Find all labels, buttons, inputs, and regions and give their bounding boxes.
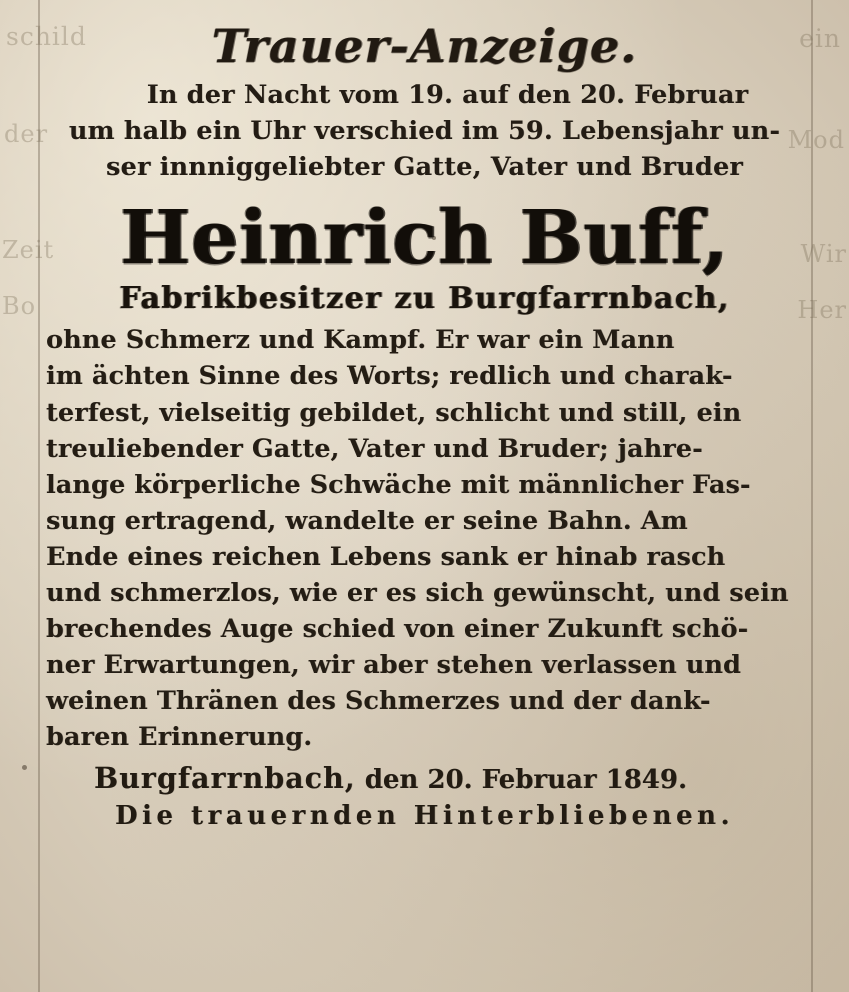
deceased-occupation: Fabrikbesitzer zu Burgfarrnbach, [119, 281, 730, 317]
intro-paragraph [46, 78, 803, 185]
body-line: Ende eines reichen Lebens sank er hinab rasch [46, 541, 726, 572]
obituary-body [46, 322, 803, 755]
bleed-text: Mod [787, 126, 845, 154]
deceased-name: Heinrich Buff, [120, 195, 729, 282]
body-line: terfest, vielseitig gebildet, schlicht und still, ein [46, 397, 742, 428]
obituary-notice [0, 19, 849, 832]
bleed-text: ein [799, 24, 841, 53]
body-line: und schmerzlos, wie er es sich gewünscht, und sein [46, 577, 789, 608]
bleed-text: schild [6, 22, 87, 51]
body-line: brechendes Auge schied von einer Zukunft schö- [46, 613, 749, 644]
body-line: sung ertragend, wandelte er seine Bahn. Am [46, 505, 688, 536]
body-line: ner Erwartungen, wir aber stehen verlassen und [46, 650, 741, 681]
intro-line: um halb ein Uhr verschied im 59. Lebensjahr un- [68, 115, 781, 146]
bleed-text: der [4, 120, 49, 148]
body-line: lange körperliche Schwäche mit männlicher Fas- [46, 469, 751, 500]
signoff-line: Die trauernden Hinterbliebenen. [115, 801, 734, 832]
notice-headline: Trauer-Anzeige. [211, 19, 638, 73]
bleed-text: Bo [2, 292, 37, 320]
body-line: weinen Thränen des Schmerzes und der dank- [46, 686, 711, 717]
dateline [46, 761, 803, 795]
dateline-date: den 20. Februar 1849. [364, 765, 688, 796]
body-line: baren Erinnerung. [46, 722, 313, 753]
body-line: treuliebender Gatte, Vater und Bruder; jahre- [46, 433, 703, 464]
bleed-text: Her [797, 296, 847, 324]
body-line: ohne Schmerz und Kampf. Er war ein Mann [46, 325, 675, 356]
bleed-text: Zeit [2, 236, 55, 264]
intro-line: ser innniggeliebter Gatte, Vater und Bruder [105, 151, 744, 182]
intro-line: In der Nacht vom 19. auf den 20. Februar [146, 80, 749, 111]
body-line: im ächten Sinne des Worts; redlich und charak- [46, 361, 733, 392]
dateline-place: Burgfarrnbach, [94, 761, 356, 796]
bleed-text: Wir [800, 240, 847, 268]
